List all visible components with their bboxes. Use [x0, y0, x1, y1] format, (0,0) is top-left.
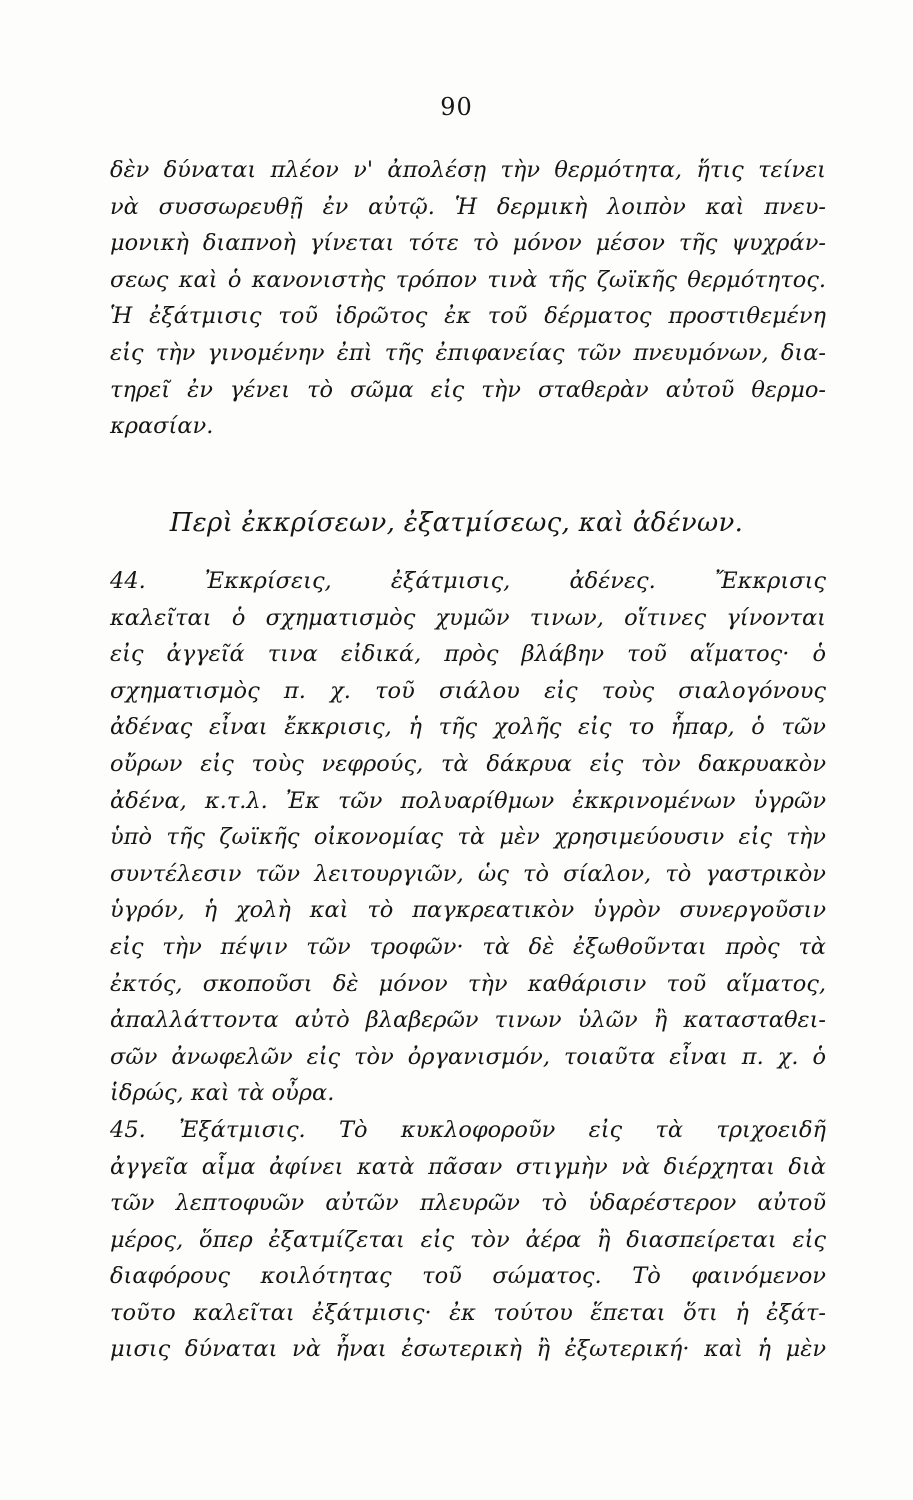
text-line: 45. Ἐξάτμισις. Τὸ κυκλοφοροῦν εἰς τὰ τριχοειδῆ: [110, 1116, 826, 1143]
text-line: ἱδρώς, καὶ τὰ οὖρα.: [110, 1080, 335, 1107]
text-line: τοῦτο καλεῖται ἐξάτμισις· ἐκ τούτου ἕπεται ὅτι ἡ ἐξάτ-: [110, 1299, 826, 1326]
paragraph-secretions: [110, 563, 826, 1368]
text-line: τῶν λεπτοφυῶν αὐτῶν πλευρῶν τὸ ὑδαρέστερον αὐτοῦ: [110, 1190, 826, 1217]
text-line: μέρος, ὅπερ ἐξατμίζεται εἰς τὸν ἀέρα ἢ διασπείρεται εἰς: [110, 1226, 826, 1253]
text-line: εἰς τὴν γινομένην ἐπὶ τῆς ἐπιφανείας τῶν πνευμόνων, δια-: [110, 339, 826, 366]
text-line: σεως καὶ ὁ κανονιστὴς τρόπον τινὰ τῆς ζωϊκῆς θερμότητος.: [110, 266, 826, 293]
text-line: καλεῖται ὁ σχηματισμὸς χυμῶν τινων, οἵτινες γίνονται: [110, 604, 826, 631]
text-line: ὑπὸ τῆς ζωϊκῆς οἰκονομίας τὰ μὲν χρησιμεύουσιν εἰς τὴν: [110, 824, 826, 851]
text-line: τηρεῖ ἐν γένει τὸ σῶμα εἰς τὴν σταθερὰν αὐτοῦ θερμο-: [110, 376, 826, 403]
text-line: μισις δύναται νὰ ἦναι ἐσωτερικὴ ἢ ἐξωτερική· καὶ ἡ μὲν: [110, 1336, 826, 1363]
section-heading: Περὶ ἐκκρίσεων, ἐξατμίσεως, καὶ ἀδένων.: [169, 508, 744, 538]
text-line: κρασίαν.: [110, 413, 214, 440]
text-line: ὑγρόν, ἡ χολὴ καὶ τὸ παγκρεατικὸν ὑγρὸν συνεργοῦσιν: [110, 897, 826, 924]
text-line: ἀγγεῖα αἷμα ἀφίνει κατὰ πᾶσαν στιγμὴν νὰ διέρχηται διὰ: [110, 1153, 826, 1180]
page-number: 90: [440, 93, 473, 121]
text-line: σχηματισμὸς π. χ. τοῦ σιάλου εἰς τοὺς σιαλογόνους: [110, 677, 826, 704]
text-line: ἀδένας εἶναι ἔκκρισις, ἡ τῆς χολῆς εἰς το ἧπαρ, ὁ τῶν: [110, 714, 826, 741]
text-line: συντέλεσιν τῶν λειτουργιῶν, ὡς τὸ σίαλον, τὸ γαστρικὸν: [110, 860, 826, 887]
paragraph-thermoregulation: [110, 152, 826, 445]
text-line: διαφόρους κοιλότητας τοῦ σώματος. Τὸ φαινόμενον: [110, 1263, 826, 1290]
text-line: σῶν ἀνωφελῶν εἰς τὸν ὀργανισμόν, τοιαῦτα εἶναι π. χ. ὁ: [110, 1043, 826, 1070]
text-line: εἰς τὴν πέψιν τῶν τροφῶν· τὰ δὲ ἐξωθοῦνται πρὸς τὰ: [110, 933, 826, 960]
text-line: νὰ συσσωρευθῇ ἐν αὐτῷ. Ἡ δερμικὴ λοιπὸν καὶ πνευ-: [110, 193, 826, 220]
text-line: ἀπαλλάττοντα αὐτὸ βλαβερῶν τινων ὑλῶν ἢ κατασταθει-: [110, 1007, 826, 1034]
text-line: οὔρων εἰς τοὺς νεφρούς, τὰ δάκρυα εἰς τὸν δακρυακὸν: [110, 750, 826, 777]
text-line: εἰς ἀγγεῖά τινα εἰδικά, πρὸς βλάβην τοῦ αἵματος· ὁ: [110, 641, 826, 668]
text-line: ἐκτός, σκοποῦσι δὲ μόνον τὴν καθάρισιν τοῦ αἵματος,: [110, 970, 826, 997]
text-line: 44. Ἐκκρίσεις, ἐξάτμισις, ἀδένες. Ἔκκρισις: [110, 568, 826, 594]
text-line: μονικὴ διαπνοὴ γίνεται τότε τὸ μόνον μέσον τῆς ψυχράν-: [110, 230, 826, 257]
text-line: δὲν δύναται πλέον ν' ἀπολέσῃ τὴν θερμότητα, ἥτις τείνει: [110, 157, 826, 183]
text-line: Ἡ ἐξάτμισις τοῦ ἱδρῶτος ἐκ τοῦ δέρματος προστιθεμένη: [110, 303, 826, 330]
text-line: ἀδένα, κ.τ.λ. Ἐκ τῶν πολυαρίθμων ἐκκρινομένων ὑγρῶν: [110, 787, 826, 814]
